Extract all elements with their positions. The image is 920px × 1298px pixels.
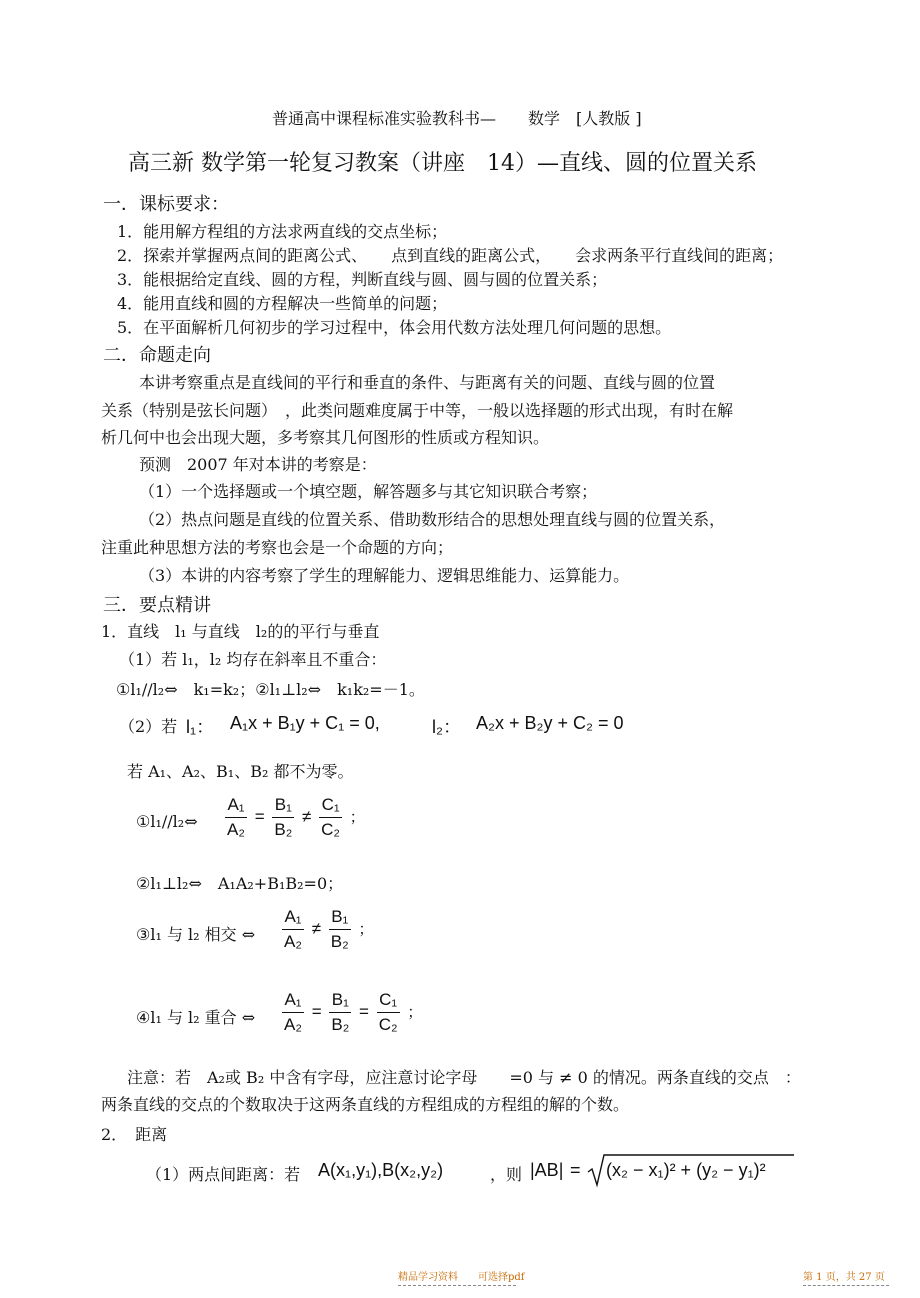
section1-item: 2．探索并掌握两点间的距离公式、 点到直线的距离公式， 会求两条平行直线间的距离； [117,246,784,265]
footer-left: 精品学习资料 可选择pdf [398,1272,525,1283]
condition-intersect-label: ③l₁ 与 l₂ 相交 ⇔ [136,925,256,944]
footer-divider-right [803,1285,889,1286]
footer-divider-left [398,1285,516,1286]
case2-l1-label: l₁： [186,717,215,737]
section2-paragraph-line: 析几何中也会出现大题，多考察其几何图形的性质或方程知识。 [101,428,550,447]
condition-parallel-formula: $\frac{\text{A₁}}{\text{A₂}}$ = $\frac{\text{B₁}}{\text{B₂}}$ ≠ $\frac{\text{C₁}}{\text{C₂}}$ ； [227,795,365,839]
case2-prefix: （2）若 [119,717,178,736]
distance-equals: = [570,1160,581,1180]
forecast-point: 注重此种思想方法的考察也会是一个命题的方向； [101,538,454,557]
forecast-point: （3）本讲的内容考察了学生的理解能力、逻辑思维能力、运算能力。 [139,566,630,585]
section1-item: 3．能根据给定直线、圆的方程，判断直线与圆、圆与圆的位置关系； [117,270,608,289]
page-header: 普通高中课程标准实验教科书— 数学 [人教版 ] [272,109,642,128]
case1-condition: （1）若 l₁，l₂ 均存在斜率且不重合： [119,650,387,669]
section1-item: 4．能用直线和圆的方程解决一些简单的问题； [117,294,448,313]
case1-formula: ①l₁//l₂⇔ k₁=k₂；②l₁⊥l₂⇔ k₁k₂=－1。 [116,680,425,699]
note-line: 注意：若 A₂或 B₂ 中含有字母，应注意讨论字母 =0 与 ≠ 0 的情况。两条直线的交点 ： [127,1068,801,1087]
case2-l2-label: l₂： [432,717,461,737]
case2-equation1: A₁x + B₁y + C₁ = 0, [230,713,380,733]
footer-page-number: 第 1 页，共 27 页 [803,1272,885,1283]
condition-parallel-label: ①l₁//l₂⇔ [136,812,198,831]
section2-paragraph-line: 本讲考察重点是直线间的平行和垂直的条件、与距离有关的问题、直线与圆的位置 [139,373,716,392]
section3-heading: 三．要点精讲 [103,595,211,616]
square-root [586,1152,796,1188]
case2-equation2: A₂x + B₂y + C₂ = 0 [476,713,624,733]
condition-intersect-formula: $\frac{\text{A₁}}{\text{A₂}}$ ≠ $\frac{\text{B₁}}{\text{B₂}}$ ； [284,907,374,951]
subsection-lines-parallel-perpendicular: 1．直线 l₁ 与直线 l₂的的平行与垂直 [101,622,380,641]
distance-then: ，则 [490,1165,523,1184]
condition-coincide-formula: $\frac{\text{A₁}}{\text{A₂}}$ = $\frac{\text{B₁}}{\text{B₂}}$ = $\frac{\text{C₁}}{\text{C₂}}$ ； [284,990,423,1034]
forecast-point: （1）一个选择题或一个填空题，解答题多与其它知识联合考察； [139,482,598,501]
note-line: 两条直线的交点的个数取决于这两条直线的方程组成的方程组的解的个数。 [101,1095,630,1114]
forecast-line: 预测 2007 年对本讲的考察是： [139,455,377,474]
section2-heading: 二．命题走向 [103,345,211,366]
forecast-point: （2）热点问题是直线的位置关系、借助数形结合的思想处理直线与圆的位置关系， [139,510,726,529]
section1-item: 5．在平面解析几何初步的学习过程中，体会用代数方法处理几何问题的思想。 [117,318,672,337]
section2-paragraph-line: 关系（特别是弦长问题） ，此类问题难度属于中等，一般以选择题的形式出现，有时在解 [101,401,734,420]
distance-prefix: （1）两点间距离：若 [146,1165,301,1184]
condition-coincide-label: ④l₁ 与 l₂ 重合 ⇔ [136,1008,256,1027]
section1-item: 1．能用解方程组的方法求两直线的交点坐标； [117,222,448,241]
distance-points: A(x₁,y₁),B(x₂,y₂) [318,1160,444,1180]
section1-heading: 一．课标要求： [103,194,229,215]
radicand: (x₂ − x₁)² + (y₂ − y₁)² [606,1160,766,1180]
nonzero-condition: 若 A₁、A₂、B₁、B₂ 都不为零。 [127,762,354,781]
distance-ab: |AB| [530,1160,564,1180]
condition-perpendicular: ②l₁⊥l₂⇔ A₁A₂+B₁B₂=0； [136,874,344,893]
subsection-distance: 2． 距离 [101,1125,168,1144]
page-title: 高三新 数学第一轮复习教案（讲座 14）—直线、圆的位置关系 [128,151,757,176]
